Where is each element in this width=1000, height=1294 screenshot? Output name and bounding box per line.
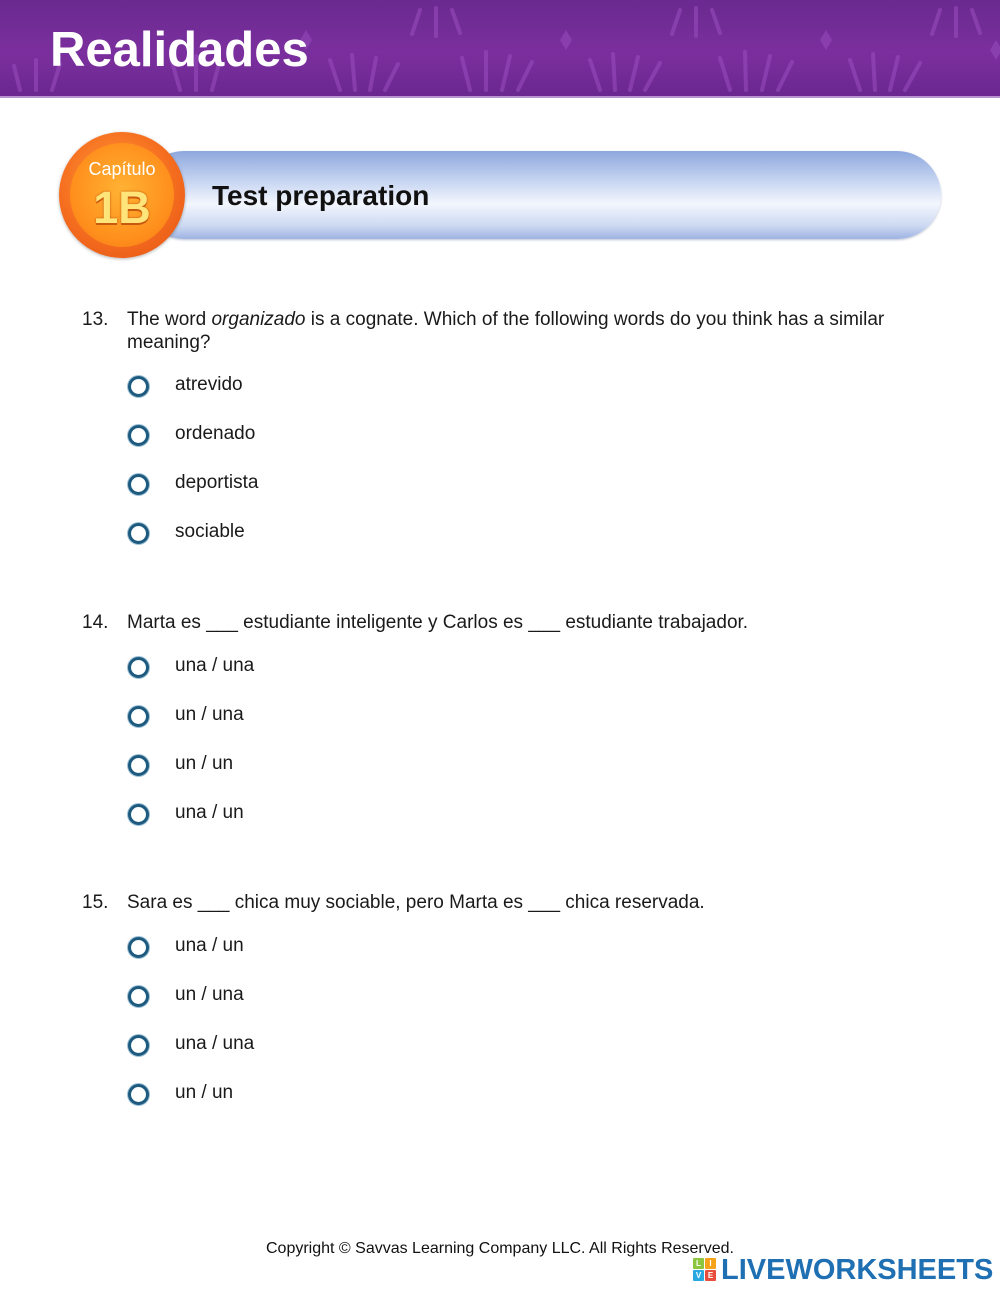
answer-option[interactable]	[128, 932, 244, 962]
option-label: ordenado	[175, 422, 256, 444]
question-15	[82, 891, 942, 1103]
answer-option[interactable]	[128, 799, 244, 829]
option-label: un / un	[175, 752, 234, 774]
question-text: The word organizado is a cognate. Which of the following words do you think has a similar meaning?	[127, 309, 885, 353]
radio-button-icon[interactable]	[128, 755, 149, 776]
logo-text: LIVEWORKSHEETS	[721, 1253, 994, 1286]
radio-button-icon[interactable]	[128, 523, 149, 544]
answer-option[interactable]	[128, 1079, 233, 1109]
option-label: deportista	[175, 471, 259, 493]
answer-option[interactable]	[128, 652, 254, 682]
answer-option[interactable]	[128, 420, 255, 450]
answer-option[interactable]	[128, 750, 233, 780]
radio-button-icon[interactable]	[128, 706, 149, 727]
option-label: una / un	[175, 934, 244, 956]
question-emphasis: organizado	[211, 309, 306, 330]
question-number: 14.	[82, 612, 109, 633]
question-text: Sara es ___ chica muy sociable, pero Marta es ___ chica reservada.	[127, 892, 705, 913]
option-label: una / una	[175, 1032, 255, 1054]
option-label: una / un	[175, 801, 244, 823]
radio-button-icon[interactable]	[128, 425, 149, 446]
radio-button-icon[interactable]	[128, 474, 149, 495]
radio-button-icon[interactable]	[128, 376, 149, 397]
question-text: Marta es ___ estudiante inteligente y Carlos es ___ estudiante trabajador.	[127, 612, 749, 633]
header-banner	[0, 0, 1000, 98]
answer-option[interactable]	[128, 981, 244, 1011]
question-14	[82, 611, 942, 823]
option-label: un / una	[175, 703, 244, 725]
app-title: Realidades	[50, 23, 309, 77]
option-label: un / un	[175, 1081, 234, 1103]
radio-button-icon[interactable]	[128, 986, 149, 1007]
option-label: atrevido	[175, 373, 243, 395]
question-number: 15.	[82, 892, 109, 913]
radio-button-icon[interactable]	[128, 937, 149, 958]
chapter-badge	[59, 132, 185, 258]
answer-option[interactable]	[128, 469, 258, 499]
logo-blocks-icon: L I V E	[693, 1258, 717, 1282]
option-label: una / una	[175, 654, 255, 676]
answer-option[interactable]	[128, 1030, 254, 1060]
copyright-notice: Copyright © Savvas Learning Company LLC. All Rights Reserved.	[265, 1240, 734, 1257]
chapter-number: 1B	[93, 182, 151, 233]
option-label: un / una	[175, 983, 244, 1005]
chapter-label: Capítulo	[88, 159, 156, 179]
liveworksheets-logo[interactable]	[693, 1253, 993, 1287]
question-13	[82, 308, 942, 542]
question-number: 13.	[82, 309, 109, 330]
answer-option[interactable]	[128, 371, 243, 401]
page-title: Test preparation	[212, 180, 430, 211]
answer-option[interactable]	[128, 701, 244, 731]
option-label: sociable	[175, 520, 245, 542]
radio-button-icon[interactable]	[128, 657, 149, 678]
answer-option[interactable]	[128, 518, 245, 548]
radio-button-icon[interactable]	[128, 1035, 149, 1056]
radio-button-icon[interactable]	[128, 804, 149, 825]
radio-button-icon[interactable]	[128, 1084, 149, 1105]
